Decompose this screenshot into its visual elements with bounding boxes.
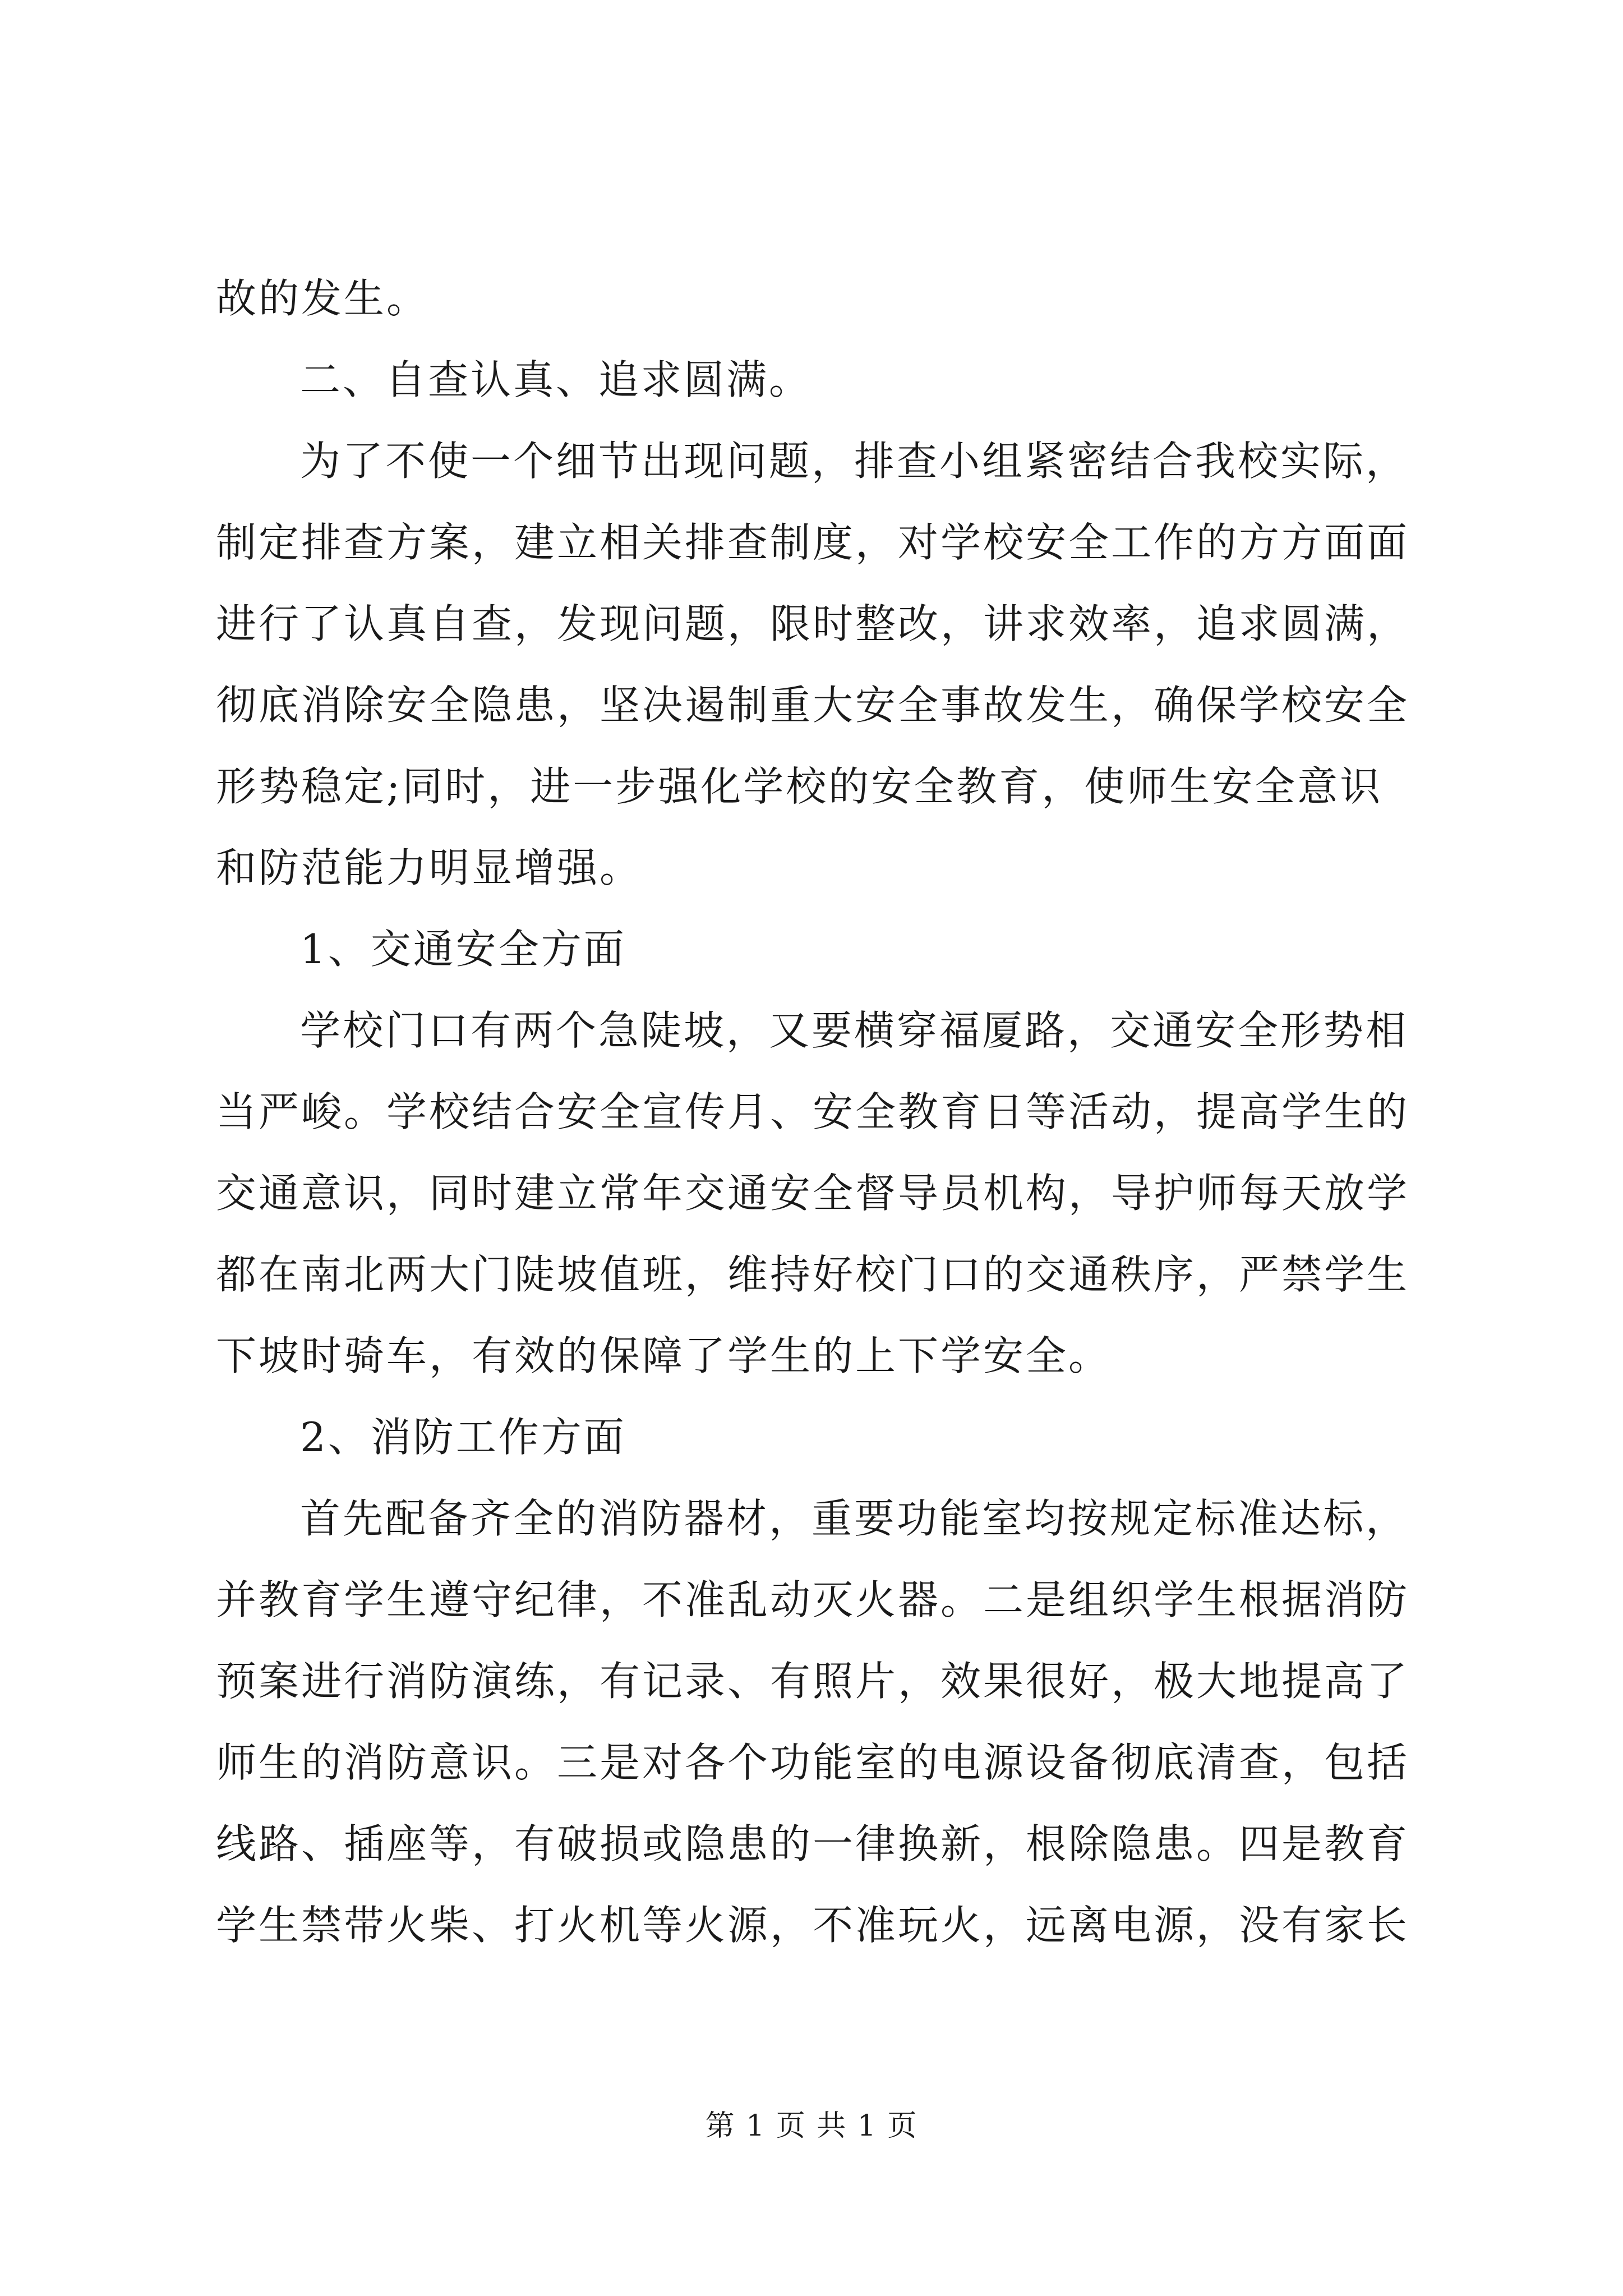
paragraph-line: 制定排查方案，建立相关排查制度，对学校安全工作的方方面面 — [216, 519, 1410, 566]
paragraph-line: 并教育学生遵守纪律，不准乱动灭火器。二是组织学生根据消防 — [216, 1576, 1410, 1623]
paragraph-line: 当严峻。学校结合安全宣传月、安全教育日等活动，提高学生的 — [216, 1088, 1410, 1135]
paragraph-line: 线路、插座等，有破损或隐患的一律换新，根除隐患。四是教育 — [216, 1820, 1410, 1867]
page-footer — [0, 2106, 1623, 2146]
paragraph-line: 为了不使一个细节出现问题，排查小组紧密结合我校实际， — [300, 438, 1409, 485]
paragraph-line: 学生禁带火柴、打火机等火源，不准玩火，远离电源，没有家长 — [216, 1902, 1410, 1949]
paragraph-line: 预案进行消防演练，有记录、有照片，效果很好，极大地提高了 — [216, 1658, 1410, 1705]
paragraph-line: 师生的消防意识。三是对各个功能室的电源设备彻底清查，包括 — [216, 1739, 1410, 1786]
paragraph-line: 都在南北两大门陡坡值班，维持好校门口的交通秩序，严禁学生 — [216, 1251, 1410, 1298]
paragraph-line: 和防范能力明显增强。 — [216, 844, 643, 891]
page-number: 第 1 页 共 1 页 — [705, 2109, 918, 2143]
paragraph-line: 学校门口有两个急陡坡，又要横穿福厦路，交通安全形势相 — [300, 1007, 1409, 1054]
document-body — [216, 258, 1433, 1966]
paragraph-line: 下坡时骑车，有效的保障了学生的上下学安全。 — [216, 1332, 1112, 1379]
subsection-heading: 2、消防工作方面 — [300, 1414, 626, 1461]
paragraph-line: 首先配备齐全的消防器材，重要功能室均按规定标准达标， — [300, 1495, 1409, 1542]
paragraph-line: 交通意识，同时建立常年交通安全督导员机构，导护师每天放学 — [216, 1170, 1410, 1217]
paragraph-line: 形势稳定;同时，进一步强化学校的安全教育，使师生安全意识 — [216, 763, 1383, 810]
subsection-heading: 1、交通安全方面 — [300, 926, 626, 973]
paragraph-line: 彻底消除安全隐患，坚决遏制重大安全事故发生，确保学校安全 — [216, 682, 1410, 729]
paragraph-line: 进行了认真自查，发现问题，限时整改，讲求效率，追求圆满， — [216, 600, 1410, 647]
paragraph-line: 故的发生。 — [216, 275, 430, 322]
section-heading: 二、自查认真、追求圆满。 — [300, 356, 812, 403]
